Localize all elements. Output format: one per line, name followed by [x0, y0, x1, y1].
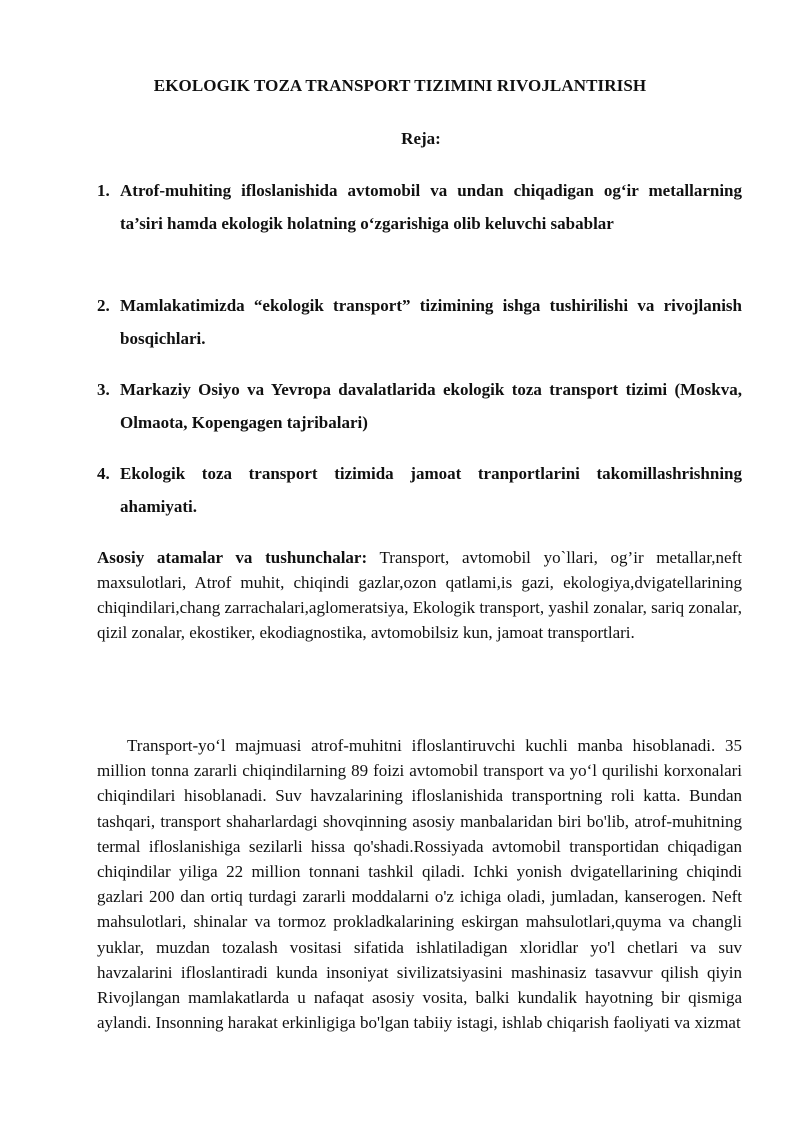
key-terms-label: Asosiy atamalar va tushunchalar: — [97, 548, 368, 567]
plan-item-text: Atrof-muhiting ifloslanishida avtomobil va undan chiqadigan og‘ir metallarning ta’siri hamda ekologik holatning o‘zgarishiga olib keluvchi sabablar — [120, 181, 742, 233]
plan-heading: Reja: — [401, 129, 441, 148]
document-title: EKOLOGIK TOZA TRANSPORT TIZIMINI RIVOJLANTIRISH — [153, 76, 647, 95]
key-terms-paragraph — [97, 545, 742, 645]
plan-item-number: 3. — [97, 380, 110, 399]
plan-item — [97, 289, 742, 355]
key-terms-text: Transport, avtomobil yo`llari, og’ir metallar,neft maxsulotlari, Atrof muhit, chiqindi gazlar,ozon qatlami,is gazi, ekologiya,dvigatellarining chiqindilari,chang zarrachalari,aglomeratsiya, Ekologik transport, yashil zonalar, sariq zonalar, qizil zonalar, ekostiker, ekodiagnostika, avtomobilsiz kun, jamoat transportlari. — [97, 548, 742, 642]
plan-item-text: Ekologik toza transport tizimida jamoat tranportlarini takomillashrishning ahamiyati. — [120, 464, 742, 516]
plan-item-text: Mamlakatimizda “ekologik transport” tizimining ishga tushirilishi va rivojlanish bosqichlari. — [120, 296, 742, 348]
plan-item-text: Markaziy Osiyo va Yevropa davalatlarida ekologik toza transport tizimi (Moskva, Olmaota, Kopengagen tajribalari) — [120, 380, 742, 432]
plan-item-number: 4. — [97, 464, 110, 483]
plan-item-number: 2. — [97, 296, 110, 315]
body-paragraph: Transport-yo‘l majmuasi atrof-muhitni ifloslantiruvchi kuchli manba hisoblanadi. 35 million tonna zararli chiqindilarning 89 foizi avtomobil transport va yo‘l qurilishi korxonalari chiqindilari hisoblanadi. Suv havzalarining ifloslanishida transportning roli katta. Bundan tashqari, transport shaharlardagi shovqinning asosiy manbalaridan biri bo'lib, atrof-muhitning termal ifloslanishiga sezilarli hissa qo'shadi.Rossiyada avtomobil transportidan chiqadigan chiqindilar yiliga 22 million tonnani tashkil qiladi. Ichki yonish dvigatellarining chiqindi gazlari 200 dan ortiq turdagi zararli moddalarni o'z ichiga oladi, jumladan, kanserogen. Neft mahsulotlari, shinalar va tormoz prokladkalarining eskirgan mahsulotlari,quyma va changli yuklar, muzdan tozalash vositasi sifatida ishlatiladigan xloridlar yo'l chetlari va suv havzalarini ifloslantiradi kunda insoniyat sivilizatsiyasini mashinasiz tasavvur qilish qiyin Rivojlangan mamlakatlarda u nafaqat asosiy vosita, balki kundalik hayotning bir qismiga aylandi. Insonning harakat erkinligiga bo'lgan tabiiy istagi, ishlab chiqarish faoliyati va xizmat — [97, 736, 742, 1033]
plan-item — [97, 174, 742, 240]
plan-item — [97, 457, 742, 523]
plan-item — [97, 373, 742, 439]
plan-item-number: 1. — [97, 181, 110, 200]
